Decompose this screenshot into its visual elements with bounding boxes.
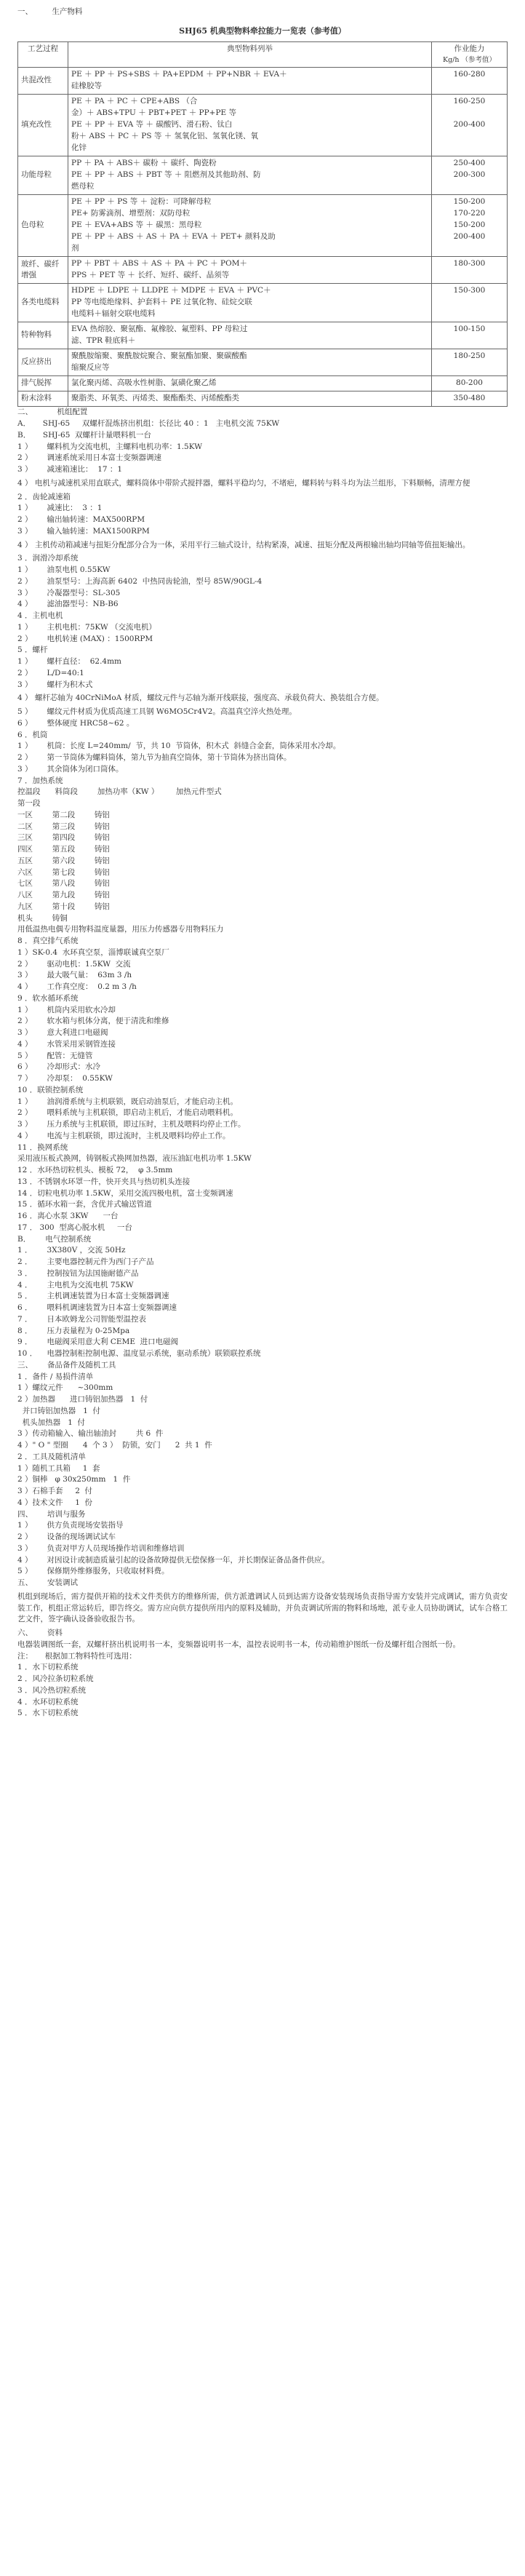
document-line: 4 ． 主电机为交流电机 75KW [17,1280,134,1289]
document-line: 6 ．机筒 [17,730,48,739]
document-line: 4 ）技术文件 1 份 [17,1498,93,1507]
document-line: 1 ） 螺杆直径： 62.4mm [17,657,122,666]
capacity-value [435,181,504,193]
document-line: 3 ） 最大吸气量： 63m 3 /h [17,971,132,980]
material-line: 聚酰胺缩聚、聚酰胺烷聚合、聚氨酯加聚、聚碳酸酯 [71,351,247,361]
document-line: 9 ． 电磁阀采用意大利 CEME 进口电磁阀 [17,1337,179,1347]
materials-cell [68,376,432,391]
material-line: PP ＋ PA ＋ ABS＋ 碳粉 ＋ 碳纤、陶瓷粉 [71,159,217,168]
document-line: 4 ） 水管采用采钢管连接 [17,1039,116,1049]
document-line: 14 ．切粒电机功率 1.5KW，采用交流四极电机，富士变频调速 [17,1188,233,1198]
section-heading [17,7,508,18]
table-row [18,195,508,257]
document-line: 2 ．风冷拉条切粒系统 [17,1674,94,1683]
document-line: 2 ．工具及随机清单 [17,1452,87,1461]
material-line: PE ＋ PP ＋ ABS ＋ PBT 等 ＋ 阻燃剂及其他助剂、防 [71,170,261,180]
material-line: 滤、TPR 鞋底料＋ [71,336,136,346]
table-caption: SHJ65 机典型物料牵拉能力一览表（参考值） [179,25,346,36]
table-row [18,322,508,349]
document-line: 3 ）石棉手套 2 付 [17,1487,93,1495]
material-line: 氯化聚丙烯、高吸水性树脂、氯磺化聚乙烯 [71,378,217,388]
document-line: 1 ） 机筒：长度 L=240mm/ 节，共 10 节筒体，积木式 斜缝合金套，筒体采用水冷却。 [17,742,341,751]
document-line: 4 ） 滤油器型号：NB-B6 [17,600,119,609]
material-line: PE ＋ PA ＋ PC ＋ CPE+ABS （合 [71,97,198,106]
section-title: 生产物料 [52,7,83,16]
document-line: 1 ．备件 / 易损件清单 [17,1372,94,1381]
capacity-cell [432,68,508,95]
capacity-value: 180-250 [453,351,486,361]
document-line: 6 ） 整体硬度 HRC58~62 。 [17,718,135,728]
document-line: 四、 培训与服务 [17,1509,86,1519]
document-line: 6 ） 冷却形式：水冷 [17,1062,101,1072]
material-line: PE ＋ PP ＋ ABS ＋ AS ＋ PA ＋ EVA ＋ PET+ 颜料及助 [71,232,276,242]
capacity-cell [432,156,508,195]
material-line: PP ＋ PBT ＋ ABS ＋ AS ＋ PA ＋ PC ＋ POM＋ [71,259,247,269]
document-line: 1 ） 主机电机：75KW （交流电机） [17,622,157,632]
header-process: 工艺过程 [18,42,68,68]
capacity-value: 180-300 [453,259,486,269]
document-line: 机头 铸铜 [17,913,68,923]
materials-cell [68,156,432,195]
document-line: 采用液压板式换网，铸钢板式换网加热器，液压油缸电机功率 1.5KW [17,1154,252,1164]
document-line: 一区 第二段 铸铝 [17,810,110,819]
header-materials: 典型物料列举 [68,42,432,68]
document-line: 2 ） 驱动电机：1.5KW 交流 [17,959,131,969]
document-line: 10 ．联锁控制系统 [17,1085,84,1094]
capacity-value [435,362,504,374]
document-line: 2 ） L/D=40:1 [17,668,84,677]
document-line: 3 ） 压力系统与主机联锁，即过压时，主机及喂料均停止工作。 [17,1120,246,1129]
document-line: 并口铸铝加热器 1 付 [17,1406,101,1415]
document-line: B． 电气控制系统 [17,1234,92,1244]
document-line: 3 ．润滑冷却系统 [17,554,79,563]
material-line: 金）＋ ABS+TPU ＋ PBT+PET ＋ PP+PE 等 [71,108,237,118]
process-cell: 各类电缆料 [18,284,68,322]
materials-cell [68,95,432,156]
document-line: 5 ） 配管：无缝管 [17,1051,93,1060]
capacity-value [435,81,504,92]
document-line: 1 ）SK-0.4 水环真空泵，淄博联诚真空泵厂 [17,947,169,957]
capacity-cell [432,284,508,322]
capacity-value [435,335,504,347]
materials-cell [68,284,432,322]
process-cell: 填充改性 [18,95,68,156]
document-line: 三区 第四段 铸铝 [17,833,110,843]
capacity-value: 80-200 [456,378,483,388]
material-line: 燃母粒 [71,182,95,191]
capacity-value [435,143,504,154]
capacity-value: 150-300 [453,286,486,295]
material-line: 缩聚反应等 [71,363,110,373]
document-line: 1 ．水下切粒系统 [17,1663,79,1672]
document-line: 电器装调图纸一套，双螺杆挤出机说明书一本，变频器说明书一本，温控表说明书一本，传动箱维护图纸一份及螺杆组合图纸一份。 [17,1639,460,1649]
document-line: 2 ） 输出轴转速：MAX500RPM [17,515,145,524]
document-line: 9 ．软水循环系统 [17,993,79,1003]
material-line: 电缆料＋辐射交联电缆料 [71,309,156,319]
document-line: 1 ） 机筒内采用软水冷却 [17,1005,116,1014]
material-capacity-table [17,41,508,407]
document-line: 2 ） 第一节筒体为螺料筒体，第九节为抽真空筒体，第十节筒体为挤出筒体。 [17,753,292,762]
document-line: 六区 第七段 铸铝 [17,867,110,877]
document-line: 4 ．主机电机 [17,611,63,620]
capacity-cell [432,349,508,376]
material-line: PE ＋ PP ＋ PS 等 ＋ 淀粉：可降解母粒 [71,197,212,207]
document-line: 3 ．风冷热切粒系统 [17,1685,87,1695]
section-number: 一、 [17,7,33,16]
capacity-value [435,270,504,282]
capacity-value [435,309,504,320]
document-line: 1 ） 螺料机为交流电机，主螺料电机功率：1.5KW [17,442,203,451]
document-line: 5 ． 主机调速装置为日本富士变频器调速 [17,1292,169,1301]
material-line: 硅橡胶等 [71,82,102,91]
table-row [18,156,508,195]
table-header-row [18,42,508,68]
table-row [18,257,508,284]
table-row [18,376,508,391]
material-line: PE+ 防雾滴剂、增塑剂：双防母粒 [71,209,191,218]
table-row [18,391,508,407]
capacity-value [435,131,504,143]
header-capacity-unit: Kg/h （参考值） [442,56,497,64]
table-row [18,349,508,376]
capacity-value: 100-150 [453,325,486,334]
document-line: 3 ） 意大利进口电磁阀 [17,1028,108,1037]
document-line: 2 ） 调速系统采用日本富士变频器调速 [17,453,162,463]
document-line: 12 ．水环热切粒机头、模板 72， φ 3.5mm [17,1166,173,1174]
document-line: 3 ． 控制按钮为法国施耐德产品 [17,1268,139,1278]
document-line: 机头加热器 1 付 [17,1418,86,1427]
process-cell: 特种物料 [18,322,68,349]
material-line: PE ＋ PP ＋ EVA 等 ＋ 碳酸钙、滑石粉、钛白 [71,120,233,130]
document-line: 五区 第六段 铸铝 [17,856,110,865]
capacity-cell [432,376,508,391]
document-line: 7 ） 冷却泵： 0.55KW [17,1074,113,1083]
process-cell: 功能母粒 [18,156,68,195]
document-line: 七区 第八段 铸铝 [17,879,110,889]
document-line: 7 ．加热系统 [17,776,63,785]
document-line: 8 ． 压力表量程为 0-25Mpa [17,1326,130,1335]
document-line: 3 ） 输入轴转速：MAX1500RPM [17,526,150,536]
document-line: 5 ．水下切粒系统 [17,1709,79,1718]
process-cell: 反应挤出 [18,349,68,376]
document-line: 13 ．不锈钢水环罩一件，快开夹具与热切机头连接 [17,1177,191,1186]
document-line: 4 ） 螺杆芯轴为 40CrNiMoA 材质，螺纹元件与芯轴为渐开线联接，强度高、承载负荷大、换装组合方便。 [17,693,384,703]
document-line: 1 ） 减速比： 3 ：1 [17,504,103,513]
table-row [18,284,508,322]
document-line: 7 ． 日本欧姆龙公司智能型温控表 [17,1314,147,1324]
document-line: 二、 机组配置 [17,408,88,417]
document-line: 二区 第三段 铸铝 [17,822,110,831]
capacity-value: 160-250 [453,97,486,106]
document-line: 2 ） 设备的现场调试试车 [17,1533,116,1541]
capacity-cell [432,257,508,284]
document-line: 1 ） 油润滑系统与主机联锁，既启动油泵后，才能启动主机。 [17,1097,239,1106]
materials-cell [68,322,432,349]
capacity-value: 350-480 [453,394,486,403]
capacity-cell [432,95,508,156]
material-line: PPS ＋ PET 等 ＋ 长纤、短纤、碳纤、晶须等 [71,271,230,280]
materials-cell [68,68,432,95]
document-line: 2 ） 油泵型号：上海高新 6402 中热同齿轮油，型号 85W/90GL-4 [17,576,262,586]
process-cell: 粉末涂料 [18,391,68,407]
capacity-value [435,297,504,309]
document-line: 八区 第九段 铸铝 [17,891,110,899]
table-row [18,68,508,95]
material-line: PP 等电缆绝缘料、护套料＋ PE 过氧化物、硅烷交联 [71,298,252,307]
document-line: 机组到现场后，需方提供开箱的技术文件类供方的维修所需，供方派遣调试人员到达需方设备安装现场负责指导需方安装并完成调试，需方负责安装工作，机组正常运转后，即告终交。需方应向供方提供所用内的原料及辅助，并负责调试所需的物料和场地，派专业人员协助调试，试车合格工艺文件，签字确认设备验收报告书。 [17,1591,508,1624]
table-body [18,68,508,407]
document-line: 5 ） 保修期外维修服务，只收取材料费。 [17,1567,169,1576]
document-line: 1 ）螺纹元件 ~300mm [17,1383,113,1393]
capacity-value: 170-220 [453,209,486,218]
capacity-value: 250-400 [453,159,486,168]
materials-cell [68,257,432,284]
document-line: 九区 第十段 铸铝 [17,902,110,911]
capacity-value: 200-400 [453,120,486,130]
capacity-value [435,243,504,255]
document-line: 3 ） 螺杆为积木式 [17,680,93,689]
material-line: PE ＋ EVA+ABS 等 ＋ 碳黑：黑母粒 [71,220,202,230]
document-line: A． SHJ-65 双螺杆混炼挤出机组：长径比 40 ：1 主电机交流 75KW [17,419,280,428]
document-line: 15 ．循环水箱一套，含优并式输送管道 [17,1200,152,1209]
document-line: 4 ．水环切粒系统 [17,1697,79,1706]
capacity-value [435,108,504,119]
document-line: 11 ．换网系统 [17,1142,68,1152]
header-capacity [432,42,508,68]
document-line: B． SHJ-65 双螺杆计量喂料机一台 [17,430,152,440]
document-line: 2 ） 喂料系统与主机联锁，即启动主机后，才能启动喂料机。 [17,1108,239,1118]
document-line: 2 ． 主要电器控制元件为西门子产品 [17,1257,154,1266]
document-line: 3 ）传动箱输入、输出轴油封 共 6 件 [17,1429,164,1439]
document-line: 1 ． 3X380V ，交流 50Hz [17,1246,126,1255]
document-line: 17 ． 300 型离心脱水机 一台 [17,1223,132,1232]
document-line: 用低温热电偶专用物料温度量器，用压力传感器专用物料压力 [17,925,224,934]
capacity-cell [432,322,508,349]
process-cell: 玻纤、碳纤增强 [18,257,68,284]
document-line: 3 ） 其余筒体为闭口筒体。 [17,764,124,774]
document-line: 10 ． 电器控制柜控制电源、温度显示系统，驱动系统）联锁联控系统 [17,1349,261,1358]
document-line: 16 ．离心水泵 3KW 一台 [17,1212,119,1220]
document-line: 2 ．齿轮减速箱 [17,492,71,501]
material-line: 粉＋ ABS ＋ PC ＋ PS 等 ＋ 氢氧化铝、氢氧化镁、氧 [71,132,259,141]
capacity-cell [432,391,508,407]
document-line: 六、 资料 [17,1629,63,1637]
document-line: 五、 安装调试 [17,1578,79,1587]
table-row [18,95,508,156]
document-line: 第一段 [17,799,41,808]
document-line: 5 ．螺杆 [17,645,48,655]
material-line: HDPE ＋ LDPE ＋ LLDPE ＋ MDPE ＋ EVA ＋ PVC＋ [71,286,271,295]
process-cell: 排气脱挥 [18,376,68,391]
material-line: PE ＋ PP ＋ PS+SBS ＋ PA+EPDM ＋ PP+NBR ＋ EVA＋ [71,70,287,79]
capacity-value: 200-400 [453,232,486,242]
capacity-value: 150-200 [453,220,486,230]
capacity-value: 150-200 [453,197,486,207]
document-line: 注： 根据加工物料特性可选用： [17,1651,137,1661]
materials-cell [68,195,432,257]
process-cell: 色母粒 [18,195,68,257]
document-line: 8 ．真空排气系统 [17,937,79,945]
document-line: 4 ）" O " 型圈 4 个 3 ） 防锁，安门 2 共 1 件 [17,1441,212,1450]
document-line: 4 ） 主机传动箱减速与扭矩分配部分合为一体，采用平行三轴式设计，结构紧凑，减速、扭矩分配及两根输出轴均同轴等值扭矩输出。 [17,540,470,549]
document-line: 3 ） 减速箱速比： 17 ：1 [17,465,123,474]
document-body [17,407,508,1720]
capacity-value: 200-300 [453,170,486,180]
document-line: 4 ） 对因设计或制造质量引起的设备故障提供无偿保修一年，并长期保证备品备件供应。 [17,1555,330,1565]
document-line: 2 ）加热器 进口铸铝加热器 1 付 [17,1395,148,1404]
process-cell: 共混改性 [18,68,68,95]
capacity-cell [432,195,508,257]
document-line: 控温段 料筒段 加热功率（KW ） 加热元件型式 [17,787,222,797]
document-line: 1 ） 油泵电机 0.55KW [17,565,111,574]
document-line: 4 ） 工作真空度： 0.2 m 3 /h [17,982,137,991]
document-line: 1 ）随机工具箱 1 套 [17,1463,100,1473]
document-line: 4 ） 电机与减速机采用直联式，螺料筒体中带阶式搅拌器，螺料平稳均匀，不堵疤，螺料转与料斗均为法兰组形，下料顺畅，清理方便 [17,478,470,488]
materials-cell [68,349,432,376]
document-line: 2 ）铜棒 φ 30x250mm 1 件 [17,1475,131,1484]
capacity-value: 160-280 [453,70,486,79]
document-line: 2 ） 软水箱与机体分离，便于清洗和维修 [17,1017,169,1026]
document-line: 四区 第五段 铸铝 [17,845,110,854]
material-line: 聚脂类、环氧类、丙烯类、聚酯酯类、丙烯酸酯类 [71,394,239,403]
document-line: 4 ） 电流与主机联锁，即过流时，主机及喂料均停止工作。 [17,1131,231,1140]
document-line: 三、 备品备件及随机工具 [17,1360,116,1370]
materials-cell [68,391,432,407]
document-line: 5 ） 螺纹元件材质为优质高速工具钢 W6MO5Cr4V2。高温真空淬火热处理。 [17,707,297,716]
material-line: 化锌 [71,143,87,153]
material-line: 剂 [71,244,79,253]
document-line: 3 ） 冷凝器型号：SL-305 [17,588,121,597]
material-line: EVA 热熔胶、聚氨酯、氟橡胶、氟塑料、PP 母粒过 [71,325,248,334]
header-capacity-label: 作业能力 [454,44,485,54]
document-line: 2 ） 电机转速 (MAX) ：1500RPM [17,634,153,643]
document-line: 6 ． 喂料机调速装置为日本富士变频器调速 [17,1303,177,1312]
document-line: 3 ） 负责对甲方人员现场操作培训和维修培训 [17,1543,185,1553]
document-line: 1 ） 供方负责现场安装指导 [17,1521,124,1530]
